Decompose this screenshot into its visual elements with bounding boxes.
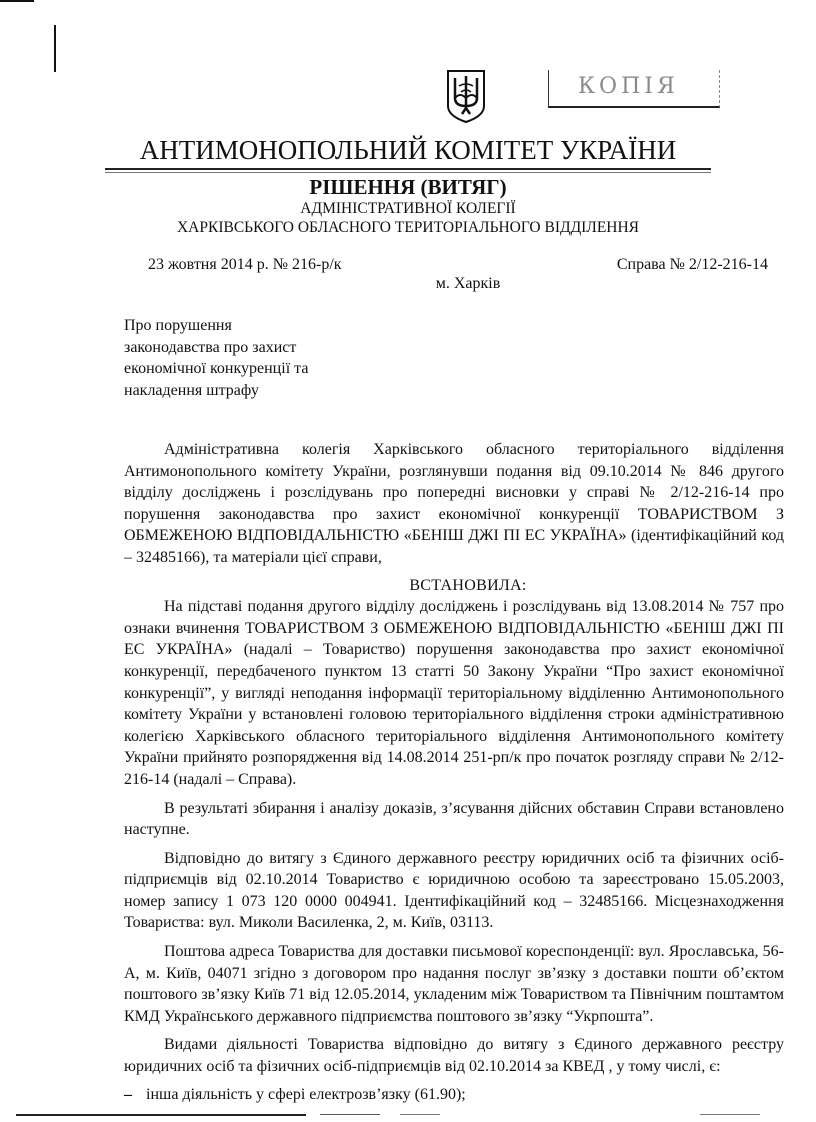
- subject-line: Про порушення: [124, 317, 232, 334]
- subject-block: [124, 315, 374, 401]
- body-paragraph: На підставі подання другого відділу досліджень і розслідувань від 13.08.2014 № 757 про ознаки вчинення ТОВАРИСТВОМ З ОБМЕЖЕНОЮ ВІДПОВІДАЛЬНІСТЮ «БЕНІШ ДЖІ ПІ ЕС УКРАЇНА» (надалі – Товариство) порушення законодавства про захист економічної конкуренції, передбаченого пунктом 13 статті 50 Закону України “Про захист економічної конкуренції”, у вигляді неподання інформації територіальному відділенню Антимонопольного комітету України у встановлені головою територіального відділення строки адміністративною колегією Харківського обласного територіального відділення Антимонопольного комітету України прийнято розпорядження від 14.08.2014 251-рп/к про початок розгляду справи № 2/12-216-14 (надалі – Справа).: [124, 598, 784, 788]
- case-number: Справа № 2/12-216-14: [616, 256, 768, 273]
- paragraph-block: [124, 941, 784, 1027]
- bullet-item: [124, 1084, 784, 1106]
- body-paragraph: Видами діяльності Товариства відповідно до витягу з Єдиного державного реєстру юридичних осіб та фізичних осіб-підприємців від 02.10.2014 за КВЕД , у тому числі, є:: [124, 1036, 784, 1076]
- decision-date-number: 23 жовтня 2014 р. № 216-р/к: [148, 256, 342, 273]
- footer-scan-line: [700, 1114, 760, 1115]
- header-rule-thin: [105, 172, 711, 173]
- bullet-marker: –: [124, 1085, 132, 1103]
- paragraph-block: [124, 798, 784, 841]
- paragraph-block: [124, 848, 784, 934]
- paragraph-block: [124, 1034, 784, 1077]
- subject-line: накладення штрафу: [124, 381, 259, 399]
- copy-stamp: [548, 68, 724, 108]
- subject-line: економічної конкуренції та: [124, 360, 309, 377]
- footer-scan-line: [16, 1114, 306, 1116]
- intro-paragraph-block: [124, 439, 784, 569]
- footer-scan-line: [320, 1114, 380, 1115]
- stamp-text: КОПІЯ: [578, 74, 679, 99]
- bullet-text: інша діяльність у сфері електрозв’язку (61.90);: [146, 1085, 466, 1103]
- section-heading: ВСТАНОВИЛА:: [409, 576, 527, 594]
- decision-title: РІШЕННЯ (ВИТЯГ): [309, 175, 507, 199]
- footer-scan-line: [400, 1114, 440, 1115]
- body-paragraph: В результаті збирання і аналізу доказів, з’ясування дійсних обставин Справи встановлено наступне.: [124, 799, 784, 839]
- header-rule: [105, 168, 711, 170]
- header-rules: [105, 168, 711, 173]
- decision-subtitle-line1: АДМІНІСТРАТИВНОЇ КОЛЕГІЇ: [300, 200, 516, 217]
- organization-name: АНТИМОНОПОЛЬНИЙ КОМІТЕТ УКРАЇНИ: [139, 135, 677, 165]
- subject-line: законодавства про захист: [124, 338, 297, 356]
- intro-paragraph: Адміністративна колегія Харківського обласного територіального відділення Антимонопольного комітету України, розглянувши подання від 09.10.2014 № 846 другого відділу досліджень і розслідувань про попередні висновки у справі № 2/12-216-14 про порушення законодавства про захист економічної конкуренції ТОВАРИСТВОМ З ОБМЕЖЕНОЮ ВІДПОВІДАЛЬНІСТЮ «БЕНІШ ДЖІ ПІ ЕС УКРАЇНА» (ідентифікаційний код – 32485166), та матеріали цієї справи,: [124, 441, 784, 566]
- document-body: [0, 134, 816, 1105]
- coat-of-arms-icon: [445, 68, 487, 124]
- scan-mark-left: [54, 25, 56, 72]
- city: м. Харків: [435, 275, 501, 292]
- body-paragraph: Поштова адреса Товариства для доставки письмової кореспонденції: вул. Ярославська, 56-А, м. Київ, 04071 згідно з договором про надання послуг зв’язку з доставки пошти об’єктом поштового зв’язку Київ 71 від 12.05.2014, укладеним між Товариством та Північним поштамтом КМД Українського державного підприємства поштового зв’язку “Укрпошта”.: [124, 943, 784, 1025]
- body-paragraph: Відповідно до витягу з Єдиного державного реєстру юридичних осіб та фізичних осіб-підприємців від 02.10.2014 Товариство є юридичною особою та зареєстровано 15.05.2003, номер запису 1 073 120 0000 004941. Ідентифікаційний код – 32485166. Місцезнаходження Товариства: вул. Миколи Василенка, 2, м. Київ, 03113.: [124, 849, 784, 932]
- meta-row: [0, 255, 816, 295]
- scan-mark-top: [0, 0, 34, 2]
- decision-subtitle-line2: ХАРКІВСЬКОГО ОБЛАСНОГО ТЕРИТОРІАЛЬНОГО ВІДДІЛЕННЯ: [176, 219, 640, 236]
- paragraph-block: [124, 596, 784, 790]
